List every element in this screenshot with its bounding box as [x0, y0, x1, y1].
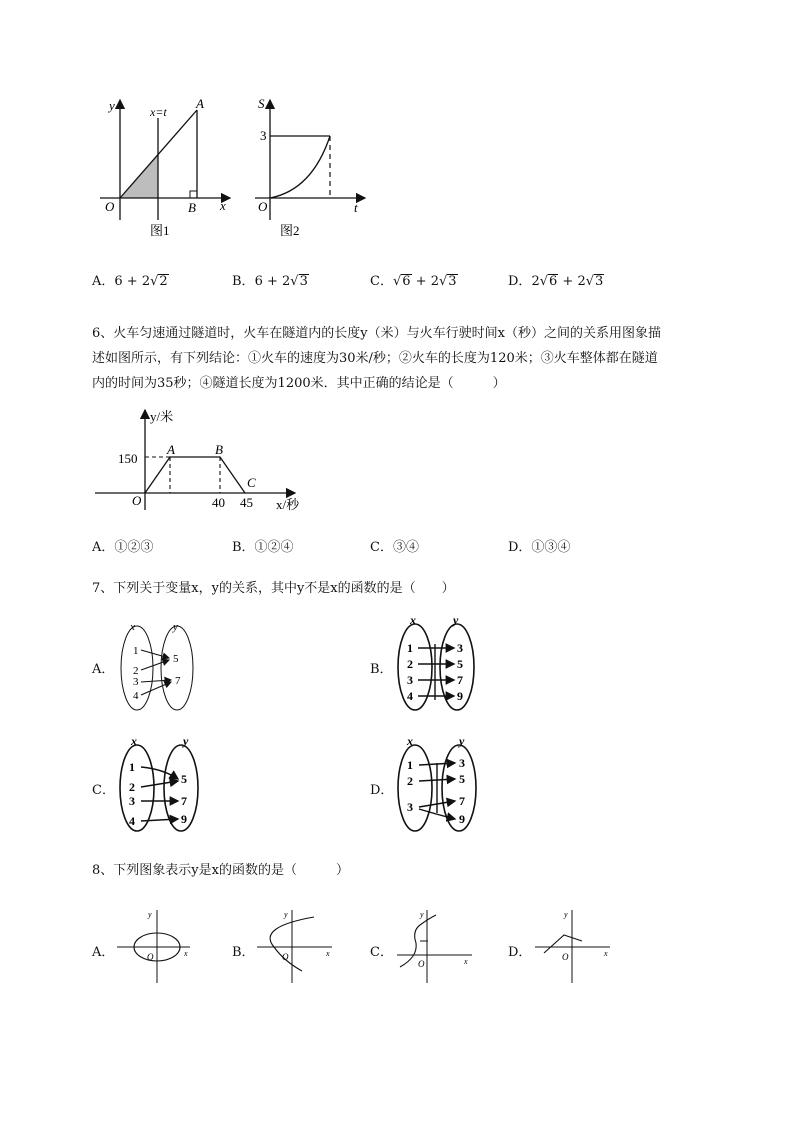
- q7-option-c-label[interactable]: C．: [92, 783, 115, 798]
- svg-text:1: 1: [133, 645, 139, 657]
- q6-stem-line-3: 内的时间为35秒；④隧道长度为1200米．其中正确的结论是（ ）: [92, 376, 506, 391]
- svg-text:y: y: [183, 734, 189, 748]
- svg-text:4: 4: [407, 689, 413, 703]
- svg-text:3: 3: [133, 676, 139, 688]
- svg-text:2: 2: [133, 665, 139, 677]
- q8-graph-c: [392, 905, 477, 987]
- fig2-caption: 图2: [280, 223, 300, 238]
- fig2-t-label: t: [354, 200, 358, 215]
- q6-graph: [90, 405, 320, 515]
- svg-text:2: 2: [407, 774, 413, 788]
- svg-text:x: x: [464, 957, 468, 966]
- fig1-x-label: x: [220, 198, 226, 213]
- q7-option-a-label[interactable]: A．: [92, 662, 115, 677]
- q7-option-d-label[interactable]: D．: [370, 783, 394, 798]
- q7-mapping-d: [393, 733, 488, 838]
- svg-text:2: 2: [129, 780, 135, 794]
- svg-text:5: 5: [459, 772, 465, 786]
- svg-text:O: O: [418, 959, 425, 969]
- q5-option-d[interactable]: D．2√6 + 2√3: [508, 274, 604, 289]
- svg-text:7: 7: [457, 673, 463, 687]
- fig2-3-label: 3: [260, 128, 267, 143]
- fig2-s-label: S: [258, 96, 265, 111]
- fig1-line-label: x=t: [150, 105, 167, 119]
- q6-o-label: O: [132, 493, 142, 508]
- q6-b-label: B: [215, 442, 223, 457]
- q6-stem-line-2: 述如图所示，有下列结论：①火车的速度为30米/秒；②火车的长度为120米；③火车整体都在隧道: [92, 351, 658, 366]
- svg-text:x: x: [326, 949, 330, 958]
- svg-text:y: y: [453, 613, 459, 627]
- svg-text:x: x: [604, 949, 608, 958]
- q6-45-label: 45: [240, 495, 253, 510]
- svg-text:O: O: [562, 952, 569, 962]
- fig1-b-label: B: [188, 200, 196, 215]
- q5-figure-1: [90, 90, 240, 240]
- fig2-o-label: O: [258, 199, 268, 214]
- svg-text:O: O: [282, 952, 289, 962]
- svg-text:3: 3: [407, 673, 413, 687]
- q6-150-label: 150: [118, 451, 138, 466]
- q6-option-b[interactable]: B．①②④: [232, 540, 294, 555]
- q8-option-d-label[interactable]: D．: [508, 945, 532, 960]
- svg-text:5: 5: [457, 657, 463, 671]
- svg-text:9: 9: [459, 812, 465, 826]
- q6-option-c[interactable]: C．③④: [370, 540, 419, 555]
- svg-text:4: 4: [129, 814, 135, 828]
- svg-text:3: 3: [459, 756, 465, 770]
- fig1-caption: 图1: [150, 223, 170, 238]
- svg-text:y: y: [564, 910, 568, 919]
- fig1-o-label: O: [105, 199, 115, 214]
- svg-text:2: 2: [407, 657, 413, 671]
- svg-text:1: 1: [407, 641, 413, 655]
- q6-c-label: C: [247, 475, 256, 490]
- svg-text:7: 7: [175, 675, 181, 687]
- q8-option-b-label[interactable]: B．: [232, 945, 255, 960]
- svg-text:1: 1: [407, 758, 413, 772]
- svg-text:y: y: [284, 910, 288, 919]
- q6-y-axis-label: y/米: [150, 409, 174, 424]
- svg-text:7: 7: [181, 794, 187, 808]
- svg-text:9: 9: [181, 812, 187, 826]
- svg-text:5: 5: [181, 772, 187, 786]
- q7-mapping-c: [115, 733, 210, 838]
- svg-text:y: y: [173, 621, 178, 633]
- svg-text:x: x: [131, 734, 137, 748]
- q6-a-label: A: [167, 442, 175, 457]
- q8-graph-a: [112, 905, 197, 987]
- svg-text:9: 9: [457, 689, 463, 703]
- q8-option-a-label[interactable]: A．: [92, 945, 115, 960]
- fig1-y-label: y: [109, 98, 115, 113]
- q7-mapping-b: [393, 612, 483, 717]
- svg-text:4: 4: [133, 690, 139, 702]
- q8-graph-b: [252, 905, 337, 987]
- svg-text:x: x: [410, 613, 416, 627]
- svg-text:3: 3: [129, 794, 135, 808]
- svg-text:y: y: [459, 734, 465, 748]
- q8-graph-d: [530, 905, 615, 987]
- svg-text:x: x: [130, 621, 135, 633]
- q8-stem: 8、下列图象表示y是x的函数的是（ ）: [92, 863, 349, 878]
- svg-text:y: y: [148, 910, 152, 919]
- q6-option-d[interactable]: D．①③④: [508, 540, 571, 555]
- svg-text:x: x: [184, 949, 188, 958]
- svg-text:5: 5: [173, 653, 179, 665]
- q6-stem-line-1: 6、火车匀速通过隧道时，火车在隧道内的长度y（米）与火车行驶时间x（秒）之间的关系用图象描: [92, 326, 661, 341]
- q5-option-a[interactable]: A．6 + 2√2: [92, 274, 168, 289]
- q5-figure-2: [250, 90, 370, 240]
- svg-text:O: O: [147, 952, 154, 962]
- q8-option-c-label[interactable]: C．: [370, 945, 393, 960]
- svg-text:y: y: [420, 910, 424, 919]
- q6-option-a[interactable]: A．①②③: [92, 540, 154, 555]
- q6-40-label: 40: [212, 495, 225, 510]
- q7-option-b-label[interactable]: B．: [370, 662, 393, 677]
- q7-stem: 7、下列关于变量x，y的关系，其中y不是x的函数的是（ ）: [92, 581, 455, 596]
- svg-text:3: 3: [457, 641, 463, 655]
- q5-option-c[interactable]: C．√6 + 2√3: [370, 274, 457, 289]
- svg-text:3: 3: [407, 800, 413, 814]
- svg-text:1: 1: [129, 760, 135, 774]
- svg-text:7: 7: [459, 794, 465, 808]
- svg-text:x: x: [407, 734, 413, 748]
- fig1-a-label: A: [196, 96, 204, 111]
- q6-x-axis-label: x/秒: [276, 497, 300, 512]
- q5-option-b[interactable]: B．6 + 2√3: [232, 274, 308, 289]
- q7-mapping-a: [115, 618, 205, 718]
